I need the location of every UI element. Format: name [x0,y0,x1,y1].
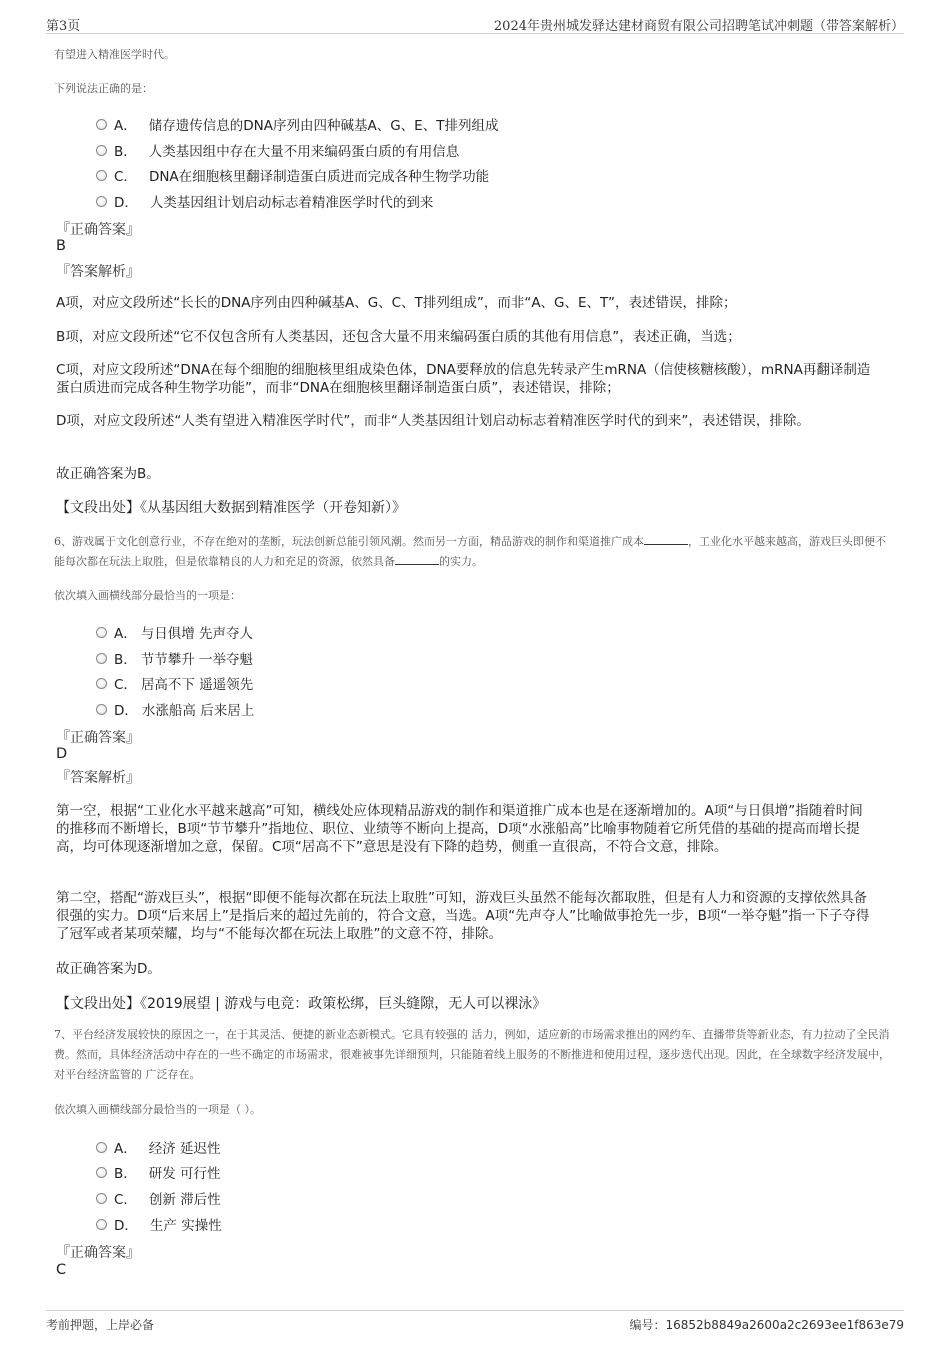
radio-icon[interactable] [96,119,107,130]
document-code: 编号：16852b8849a2600a2c2693ee1f863e79 [629,1318,904,1332]
q7-stem: 7、平台经济发展较快的原因之一，在于其灵活、便捷的新业态新模式。它具有较强的 活力，例如，适应新的市场需求推出的网约车、直播带货等新业态，有力拉动了全民消费。然而，具体经济活动中存在的一些不确定的市场需求，很难被事先详细预判，只能随着线上服务的不断推进和使用过程，逐步迭代出现。因此，在全球数字经济发展中，对平台经济监管的 广泛存在。 [54,1028,890,1081]
radio-icon[interactable] [96,678,107,689]
analysis-paragraph: 第二空，搭配“游戏巨头”，根据“即便不能每次都在玩法上取胜”可知，游戏巨头虽然不能每次都取胜，但是有人力和资源的支撑依然具备很强的实力。D项“后来居上”是指后来的超过先前的，符合文意，当选。A项“先声夺人”比喻做事抢先一步，B项“一举夺魁”指一下子夺得了冠军或者某项荣耀，均与“不能每次都在玩法上取胜”的文意不符，排除。 [56,890,870,942]
q6-option-a[interactable]: A． 与日俱增 先声夺人 [96,622,253,642]
footer-slogan: 考前押题，上岸必备 [46,1318,155,1332]
answer-label: 『正确答案』 [56,1245,140,1261]
q5-question: 下列说法正确的是： [54,82,153,95]
radio-icon[interactable] [96,704,107,715]
source-label: 【文段出处】 [56,500,140,516]
radio-icon[interactable] [96,627,107,638]
analysis-label: 『答案解析』 [56,264,140,280]
answer-value: C [56,1262,67,1278]
source-line [56,993,546,1013]
q6-option-b[interactable]: B． 节节攀升 一举夺魁 [96,648,253,668]
q6-stem: 6、游戏属于文化创意行业，不存在绝对的垄断，玩法创新总能引领风潮。然而另一方面，精品游戏的制作和渠道推广成本 ，工业化水平越来越高，游戏巨头即便不能每次都在玩法上取胜，但是依靠精良的人力和充足的资源，依然具备 的实力。 [54,535,886,568]
analysis-label: 『答案解析』 [56,770,140,786]
q7-question: 依次填入画横线部分最恰当的一项是（ ）。 [54,1103,261,1116]
radio-icon[interactable] [96,653,107,664]
radio-icon[interactable] [96,170,107,181]
analysis-conclusion: 故正确答案为B。 [56,466,160,482]
analysis-paragraph: B项，对应文段所述“它不仅包含所有人类基因，还包含大量不用来编码蛋白质的其他有用信息”，表述正确，当选； [56,329,741,345]
answer-value: D [56,746,68,762]
q7-option-d[interactable]: D． 生产 实操性 [96,1214,222,1234]
page-footer [46,1310,904,1336]
analysis-paragraph: D项，对应文段所述“人类有望进入精准医学时代”，而非“人类基因组计划启动标志着精准医学时代的到来”，表述错误，排除。 [56,413,810,429]
source-title: 《2019展望 | 游戏与电竞：政策松绑，巨头缝隙，无人可以裸泳》 [140,996,547,1012]
radio-icon[interactable] [96,145,107,156]
answer-value: B [56,238,66,254]
intro-line: 有望进入精准医学时代。 [54,48,175,61]
source-label: 【文段出处】 [56,996,140,1012]
q5-option-a[interactable]: A． 储存遗传信息的DNA序列由四种碱基A、G、E、T排列组成 [96,114,498,134]
blank-line [644,534,688,545]
radio-icon[interactable] [96,1193,107,1204]
radio-icon[interactable] [96,1167,107,1178]
q7-option-a[interactable]: A． 经济 延迟性 [96,1137,221,1157]
radio-icon[interactable] [96,196,107,207]
document-title: 2024年贵州城发驿达建材商贸有限公司招聘笔试冲刺题（带答案解析） [493,19,904,34]
q5-option-d[interactable]: D． 人类基因组计划启动标志着精准医学时代的到来 [96,191,433,211]
q6-option-c[interactable]: C． 居高不下 遥遥领先 [96,673,253,693]
radio-icon[interactable] [96,1219,107,1230]
source-title: 《从基因组大数据到精准医学（开卷知新）》 [140,500,406,516]
answer-label: 『正确答案』 [56,730,140,746]
analysis-paragraph: C项，对应文段所述“DNA在每个细胞的细胞核里组成染色体，DNA要释放的信息先转录产生mRNA（信使核糖核酸），mRNA再翻译制造蛋白质进而完成各种生物学功能”，而非“DNA在细胞核里翻译制造蛋白质”，表述错误，排除； [56,362,871,396]
page-number: 第3页 [46,19,81,34]
q6-option-d[interactable]: D． 水涨船高 后来居上 [96,699,254,719]
blank-line [395,554,439,565]
answer-label: 『正确答案』 [56,222,140,238]
analysis-conclusion: 故正确答案为D。 [56,961,161,977]
source-line [56,497,406,517]
analysis-paragraph: A项，对应文段所述“长长的DNA序列由四种碱基A、G、C、T排列组成”，而非“A、G、E、T”，表述错误，排除； [56,295,737,311]
radio-icon[interactable] [96,1142,107,1153]
q6-question: 依次填入画横线部分最恰当的一项是： [54,589,241,602]
q5-option-c[interactable]: C． DNA在细胞核里翻译制造蛋白质进而完成各种生物学功能 [96,165,489,185]
q7-option-c[interactable]: C． 创新 滞后性 [96,1188,221,1208]
page-header [46,12,904,34]
q5-option-b[interactable]: B． 人类基因组中存在大量不用来编码蛋白质的有用信息 [96,140,459,160]
q7-option-b[interactable]: B． 研发 可行性 [96,1162,221,1182]
analysis-paragraph: 第一空，根据“工业化水平越来越高”可知，横线处应体现精品游戏的制作和渠道推广成本也是在逐渐增加的。A项“与日俱增”指随着时间的推移而不断增长，B项“节节攀升”指地位、职位、业绩等不断向上提高，D项“水涨船高”比喻事物随着它所凭借的基础的提高而增长提高，均可体现逐渐增加之意，保留。C项“居高不下”意思是没有下降的趋势，侧重一直很高，不符合文意，排除。 [56,803,863,855]
